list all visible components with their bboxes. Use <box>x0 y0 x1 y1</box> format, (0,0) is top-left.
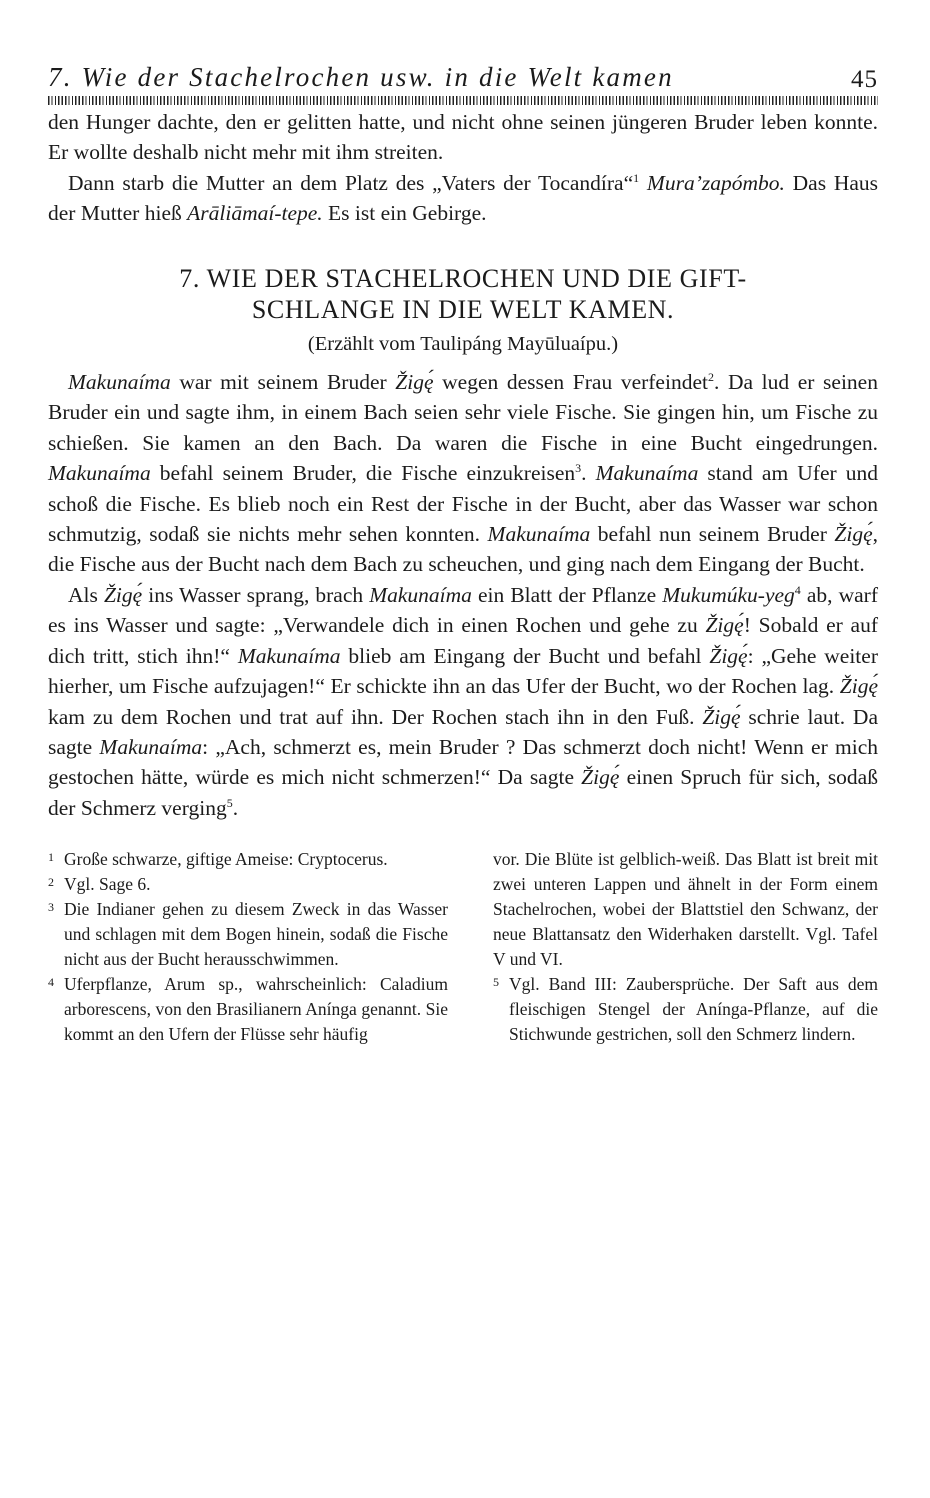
text-run: ab, warf es ins Wasser und sagte: „Verwandele dich in einen Rochen und gehe zu <box>48 582 878 638</box>
italic-name: Makunaíma <box>595 461 699 486</box>
footnotes-left-column <box>48 847 448 1047</box>
intro-text-a: Dann starb die Mutter an dem Platz des „Vaters der Tocandíra“ <box>68 170 634 195</box>
italic-name: Žigę́ <box>839 674 878 699</box>
italic-name: Žigę́ <box>834 522 873 547</box>
story-paragraph-2 <box>48 580 878 823</box>
book-page <box>48 62 878 1047</box>
footnote-ref: 4 <box>794 582 801 597</box>
footnote-mark: 4 <box>48 975 54 990</box>
footnote-ref-1: 1 <box>633 170 640 185</box>
footnote-text: Die Indianer gehen zu diesem Zweck in das Wasser und schlagen mit dem Bogen hinein, sodaß die Fische nicht aus der Bucht herausschwimmen. <box>64 899 448 970</box>
text-run: befahl seinem Bruder, die Fische einzukreisen <box>150 461 576 486</box>
chapter-heading-line-1: 7. WIE DER STACHELROCHEN UND DIE GIFT- <box>179 263 747 293</box>
italic-name: Žigę́ <box>702 704 741 729</box>
italic-name: Žigę́ <box>103 582 143 607</box>
italic-name: Makunaíma <box>48 461 151 486</box>
text-run: ein Blatt der Pflanze <box>471 582 663 607</box>
italic-name: Žigę́ <box>709 643 748 668</box>
italic-name: Žigę́ <box>395 370 434 395</box>
text-run: ! Sobald er auf dich tritt, stich ihn!“ <box>48 613 878 668</box>
story-paragraph-1 <box>48 367 878 580</box>
running-head <box>48 62 878 96</box>
place-name-1: Mura’zapómbo. <box>646 170 785 195</box>
text-run: war mit seinem Bruder <box>170 370 396 395</box>
intro-text-b: Das Haus der Mutter hieß <box>48 170 879 226</box>
footnote-4 <box>48 972 448 1047</box>
running-head-title: 7. Wie der Stachelrochen usw. in die Welt kamen <box>48 62 674 92</box>
footnote-mark: 1 <box>48 850 54 865</box>
text-run: befahl nun seinem Bruder <box>590 522 835 547</box>
intro-paragraph-2 <box>48 168 878 229</box>
footnote-text: Große schwarze, giftige Ameise: Cryptocerus. <box>64 849 388 870</box>
intro-paragraph-1: den Hunger dachte, den er gelitten hatte, und nicht ohne seinen jüngeren Bruder leben konnte. Er wollte deshalb nicht mehr mit ihm streiten. <box>48 110 878 165</box>
footnote-ref: 2 <box>707 369 714 384</box>
footnote-text: Vgl. Sage 6. <box>64 874 151 895</box>
italic-name: Makunaíma <box>99 734 203 759</box>
italic-name: Makunaíma <box>369 582 472 607</box>
text-run: einen Spruch für sich, sodaß der Schmerz verging <box>48 765 878 820</box>
header-rule <box>48 96 878 105</box>
text-run: stand am Ufer und schoß die Fische. Es blieb noch ein Rest der Fische in der Bucht, aber das Wasser war schon schmutzig, sodaß sie nichts mehr sehen konnten. <box>48 461 878 547</box>
footnotes-right-list <box>493 972 878 1047</box>
text-run: . <box>232 795 239 820</box>
text-run: Als <box>68 582 104 607</box>
footnotes <box>48 847 878 1047</box>
page-number: 45 <box>851 66 878 93</box>
text-run: . Da lud er seinen Bruder ein und sagte ihm, in einem Bach seien sehr viele Fische. Sie gingen hin, um Fische zu schießen. Sie kamen an den Bach. Da waren die Fische in eine Bucht eingedrungen. <box>48 370 878 455</box>
text-run: ins Wasser sprang, brach <box>142 582 370 607</box>
chapter-heading-line-2: SCHLANGE IN DIE WELT KAMEN. <box>251 294 675 324</box>
text-run: kam zu dem Rochen und trat auf ihn. Der Rochen stach ihn in den Fuß. <box>48 704 703 729</box>
footnote-text: Uferpflanze, Arum sp., wahrscheinlich: Caladium arborescens, von den Brasilianern Anínga genannt. Sie kommt an den Ufern der Flüsse sehr häufig <box>64 974 448 1045</box>
footnote-5 <box>493 972 878 1047</box>
text-run: , die Fische aus der Bucht nach dem Bach zu scheuchen, und ging nach dem Eingang der Bucht. <box>48 522 878 577</box>
italic-name: Makunaíma <box>237 643 341 668</box>
italic-name: Makunaíma <box>68 370 171 395</box>
footnote-mark: 2 <box>48 875 54 890</box>
narrator-credit: (Erzählt vom Taulipáng Mayūluaípu.) <box>307 332 619 355</box>
italic-name: Mukumúku-yeg <box>662 582 795 607</box>
footnote-3 <box>48 897 448 972</box>
footnotes-right-column <box>493 847 878 1047</box>
text-run: schrie laut. Da sagte <box>48 704 878 759</box>
footnote-mark: 3 <box>48 900 54 915</box>
italic-name: Žigę́ <box>705 613 744 638</box>
text-run: wegen dessen Frau verfeindet <box>433 370 708 395</box>
text-run: . <box>581 461 596 486</box>
footnote-ref: 5 <box>226 795 233 810</box>
footnote-text: Vgl. Band III: Zaubersprüche. Der Saft aus dem fleischigen Stengel der Anínga-Pflanze, auf die Stichwunde gestrichen, soll den Schmerz lindern. <box>509 974 878 1045</box>
chapter-heading <box>48 263 878 325</box>
footnote-4-continuation: vor. Die Blüte ist gelblich-weiß. Das Blatt ist breit mit zwei unteren Lappen und ähnelt in der Form einem Stachelrochen, wobei der Blattstiel den Schwanz, der neue Blattansatz den Widerhaken darstellt. Vgl. Tafel V und VI. <box>493 849 878 970</box>
footnote-ref: 3 <box>575 461 582 476</box>
text-run: : „Ach, schmerzt es, mein Bruder ? Das schmerzt doch nicht! Wenn er mich gestochen hätte, würde es mich nicht schmerzen!“ Da sagte <box>48 734 878 790</box>
italic-name: Žigę́ <box>581 765 620 790</box>
italic-name: Makunaíma <box>487 522 591 547</box>
footnote-mark: 5 <box>493 975 499 990</box>
footnote-2 <box>48 872 448 897</box>
intro-text-c: Es ist ein Gebirge. <box>322 201 487 226</box>
place-name-2: Arāliāmaí-tepe. <box>187 201 323 226</box>
text-run: : „Gehe weiter hierher, um Fische aufzujagen!“ Er schickte ihn an das Ufer der Bucht, wo der Rochen lag. <box>48 643 878 699</box>
footnote-1 <box>48 847 448 872</box>
main-text <box>48 107 878 823</box>
text-run: blieb am Eingang der Bucht und befahl <box>340 643 710 668</box>
